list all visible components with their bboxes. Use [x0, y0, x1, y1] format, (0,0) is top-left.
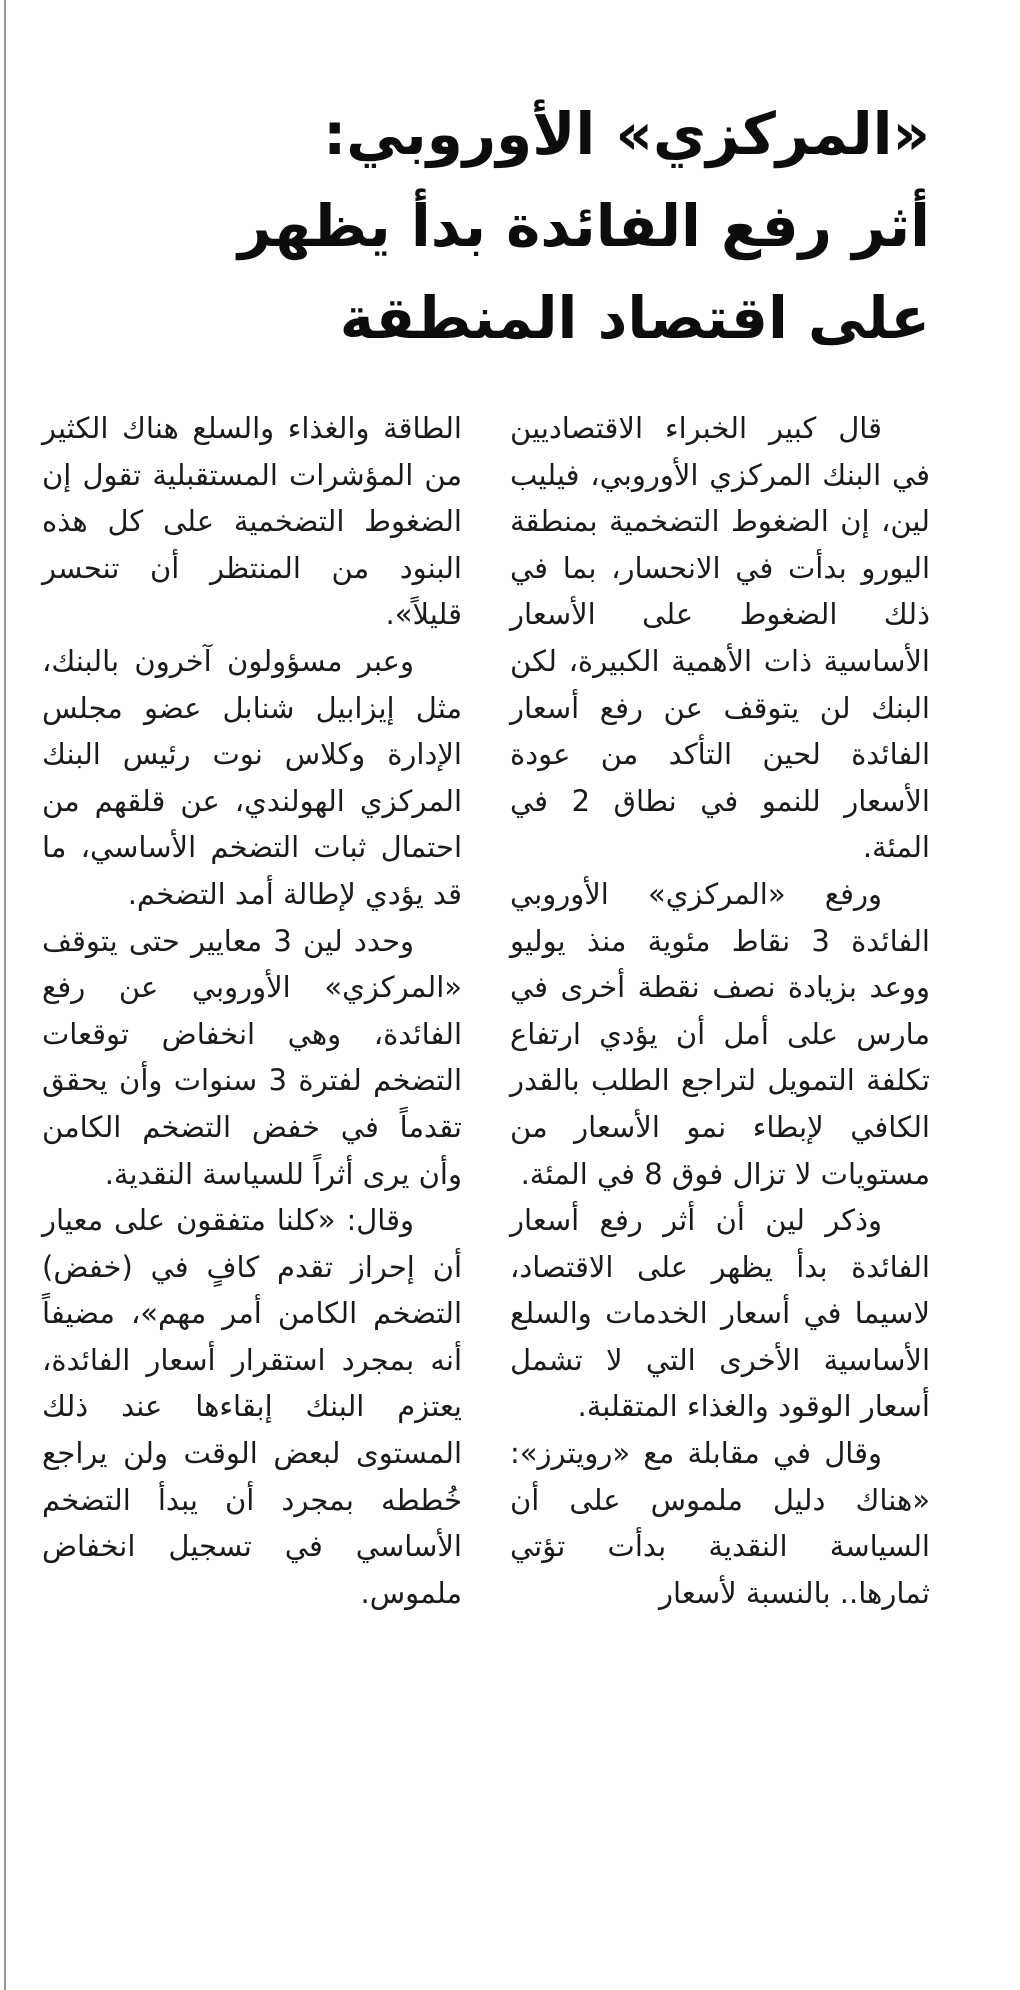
headline-line-3: على اقتصاد المنطقة: [339, 284, 930, 352]
paragraph: وقال في مقابلة مع «رويترز»: «هناك دليل ملموس على أن السياسة النقدية بدأت تؤتي ثمارها.. بالنسبة لأسعار: [510, 1436, 930, 1610]
paragraph: وحدد لين 3 معايير حتى يتوقف «المركزي» الأوروبي عن رفع الفائدة، وهي انخفاض توقعات التضخم لفترة 3 سنوات وأن يحقق تقدماً في خفض التضخم الكامن وأن يرى أثراً للسياسة النقدية.: [42, 923, 462, 1191]
paragraph: وقال: «كلنا متفقون على معيار أن إحراز تقدم كافٍ في (خفض) التضخم الكامن أمر مهم»، مضيفاً أنه بمجرد استقرار أسعار الفائدة، يعتزم البنك إبقاءها عند ذلك المستوى لبعض الوقت ولن يراجع خُططه بمجرد أن يبدأ التضخم الأساسي في تسجيل انخفاض ملموس.: [42, 1203, 462, 1610]
headline-line-1: «المركزي» الأوروبي:: [323, 100, 930, 168]
paragraph: قال كبير الخبراء الاقتصاديين في البنك المركزي الأوروبي، فيليب لين، إن الضغوط التضخمية بمنطقة اليورو بدأت في الانحسار، بما في ذلك الضغوط على الأسعار الأساسية ذات الأهمية الكبيرة، لكن البنك لن يتوقف عن رفع أسعار الفائدة لحين التأكد من عودة الأسعار للنمو في نطاق 2 في المئة.: [510, 411, 930, 865]
article-headline: [210, 88, 930, 364]
page-edge-rule: [4, 0, 6, 1990]
article-column-left: [42, 405, 462, 1616]
paragraph: ورفع «المركزي» الأوروبي الفائدة 3 نقاط مئوية منذ يوليو ووعد بزيادة نصف نقطة أخرى في مارس على أمل أن يؤدي ارتفاع تكلفة التمويل لتراجع الطلب بالقدر الكافي لإبطاء نمو الأسعار من مستويات لا تزال فوق 8 في المئة.: [510, 876, 930, 1191]
paragraph: وذكر لين أن أثر رفع أسعار الفائدة بدأ يظهر على الاقتصاد، لاسيما في أسعار الخدمات والسلع الأساسية الأخرى التي لا تشمل أسعار الوقود والغذاء المتقلبة.: [510, 1203, 930, 1424]
article-column-right: [510, 405, 930, 1616]
paragraph: وعبر مسؤولون آخرون بالبنك، مثل إيزابيل شنابل عضو مجلس الإدارة وكلاس نوت رئيس البنك المركزي الهولندي، عن قلقهم من احتمال ثبات التضخم الأساسي، ما قد يؤدي لإطالة أمد التضخم.: [42, 643, 462, 911]
paragraph-continuation: الطاقة والغذاء والسلع هناك الكثير من المؤشرات المستقبلية تقول إن الضغوط التضخمية على كل هذه البنود من المنتظر أن تنحسر قليلاً».: [42, 411, 462, 632]
headline-line-2: أثر رفع الفائدة بدأ يظهر: [237, 192, 930, 260]
